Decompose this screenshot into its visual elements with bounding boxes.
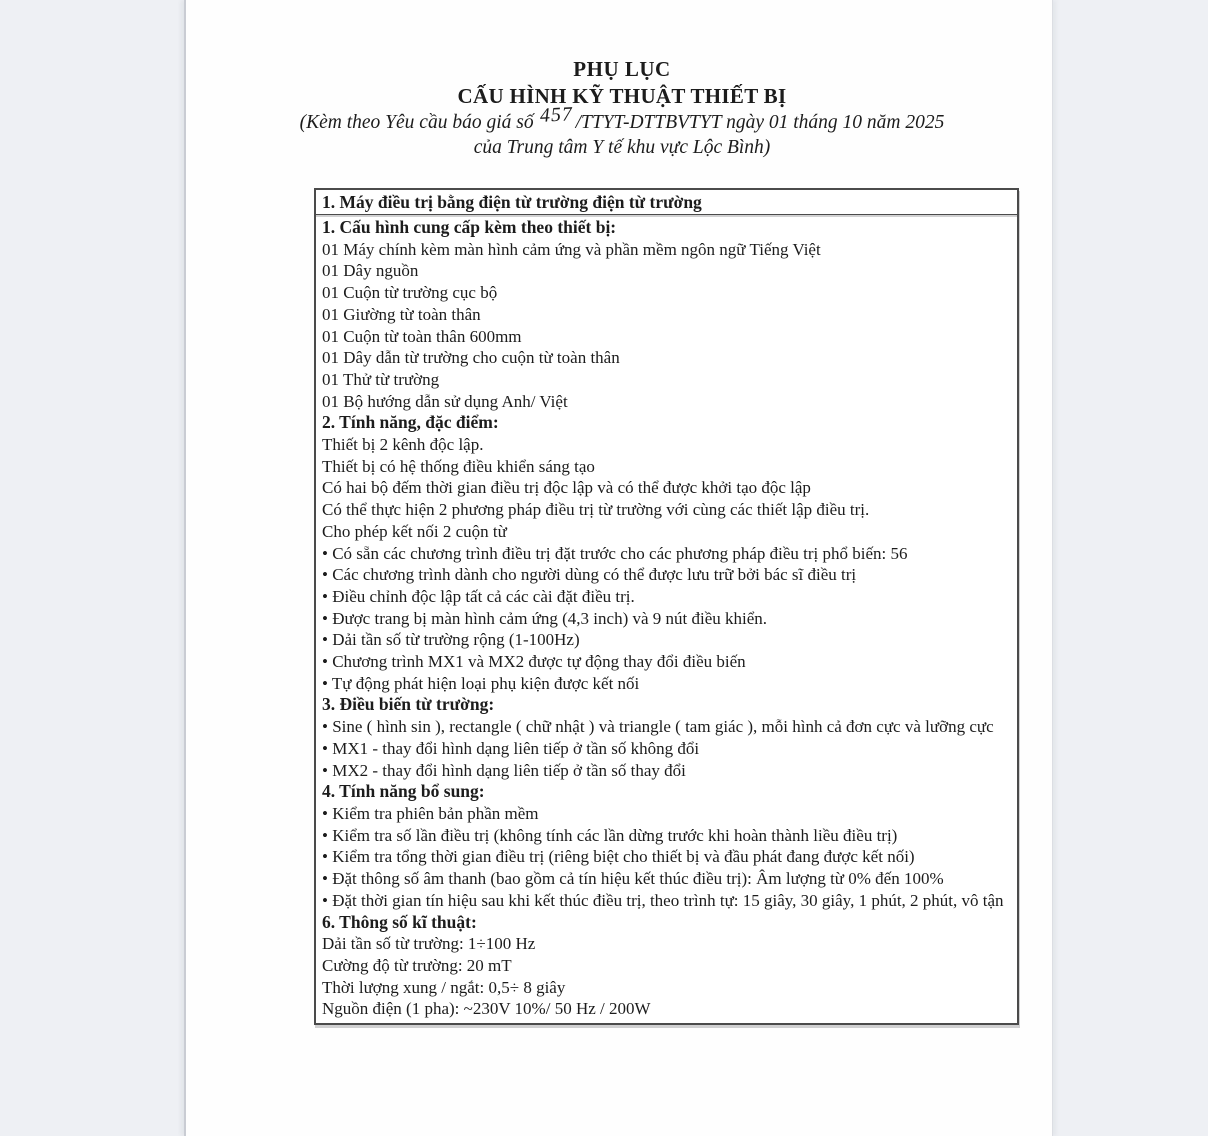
spec-line: 01 Cuộn từ toàn thân 600mm <box>322 326 522 346</box>
spec-line: Dải tần số từ trường: 1÷100 Hz <box>322 934 536 954</box>
section-heading: 6. Thông số kĩ thuật: <box>322 911 477 932</box>
spec-line: • Kiểm tra số lần điều trị (không tính các lần dừng trước khi hoàn thành liều điều trị) <box>322 825 898 845</box>
spec-line: • MX1 - thay đổi hình dạng liên tiếp ở tần số không đổi <box>322 738 700 758</box>
spec-line: 01 Bộ hướng dẫn sử dụng Anh/ Việt <box>322 391 568 411</box>
reference-line-2: của Trung tâm Y tế khu vực Lộc Bình) <box>473 137 771 158</box>
spec-line: Thời lượng xung / ngắt: 0,5÷ 8 giây <box>322 977 566 997</box>
document-header <box>252 56 992 160</box>
section-heading: 3. Điều biến từ trường: <box>322 694 495 715</box>
spec-line: 01 Thử từ trường <box>322 369 440 389</box>
ref-text-post: /TTYT-DTTBVTYT ngày 01 tháng 10 năm 2025 <box>575 112 945 133</box>
spec-line: • Dải tần số từ trường rộng (1-100Hz) <box>322 630 580 650</box>
spec-line: • Sine ( hình sin ), rectangle ( chữ nhật ) và triangle ( tam giác ), mỗi hình cả đơn cực và lưỡng cực <box>322 717 994 737</box>
spec-line: 01 Dây nguồn <box>322 261 419 281</box>
spec-line: Nguồn điện (1 pha): ~230V 10%/ 50 Hz / 200W <box>322 999 651 1019</box>
spec-line: • Tự động phát hiện loại phụ kiện được kết nối <box>322 673 640 693</box>
spec-line: Thiết bị có hệ thống điều khiển sáng tạo <box>322 456 595 476</box>
spec-line: 01 Máy chính kèm màn hình cảm ứng và phần mềm ngôn ngữ Tiếng Việt <box>322 239 821 259</box>
spec-line: • Kiểm tra tổng thời gian điều trị (riêng biệt cho thiết bị và đầu phát đang được kết nối) <box>322 847 915 867</box>
spec-line: Có hai bộ đếm thời gian điều trị độc lập và có thể được khởi tạo độc lập <box>322 478 811 498</box>
spec-table-body <box>316 215 1017 1023</box>
handwritten-doc-number: 457 <box>539 103 574 127</box>
spec-line: • Các chương trình dành cho người dùng có thể được lưu trữ bởi bác sĩ điều trị <box>322 565 857 585</box>
ref-text-pre: (Kèm theo Yêu cầu báo giá số <box>299 112 534 133</box>
spec-line: Thiết bị 2 kênh độc lập. <box>322 435 484 455</box>
spec-line: Cho phép kết nối 2 cuộn từ <box>322 521 507 541</box>
spec-table <box>314 188 1019 1025</box>
spec-line: • Đặt thời gian tín hiệu sau khi kết thúc điều trị, theo trình tự: 15 giây, 30 giây, 1 phút, 2 phút, vô tận <box>322 890 1004 910</box>
section-heading: 2. Tính năng, đặc điểm: <box>322 412 499 433</box>
document-title: CẤU HÌNH KỸ THUẬT THIẾT BỊ <box>457 84 787 108</box>
spec-line: • Được trang bị màn hình cảm ứng (4,3 inch) và 9 nút điều khiển. <box>322 608 768 628</box>
spec-line: 01 Cuộn từ trường cục bộ <box>322 283 498 303</box>
spec-table-header: 1. Máy điều trị bằng điện từ trường điện từ trường <box>316 190 1017 215</box>
section-heading: 1. Cấu hình cung cấp kèm theo thiết bị: <box>322 217 617 237</box>
spec-line: • Chương trình MX1 và MX2 được tự động thay đổi điều biến <box>322 652 746 672</box>
section-heading: 4. Tính năng bổ sung: <box>322 781 485 802</box>
spec-line: 01 Giường từ toàn thân <box>322 304 481 324</box>
reference-line-1 <box>252 103 992 135</box>
spec-line: Cường độ từ trường: 20 mT <box>322 955 512 975</box>
appendix-title: PHỤ LỤC <box>573 57 671 81</box>
spec-line: • Có sẵn các chương trình điều trị đặt trước cho các phương pháp điều trị phổ biến: 56 <box>322 543 908 563</box>
document-page <box>184 0 1053 1136</box>
spec-line: • Đặt thông số âm thanh (bao gồm cả tín hiệu kết thúc điều trị): Âm lượng từ 0% đến 100% <box>322 869 944 889</box>
spec-line: 01 Dây dẫn từ trường cho cuộn từ toàn thân <box>322 348 620 368</box>
spec-line: • Điều chỉnh độc lập tất cả các cài đặt điều trị. <box>322 586 635 606</box>
spec-line: • MX2 - thay đổi hình dạng liên tiếp ở tần số thay đổi <box>322 760 686 780</box>
spec-line: Có thể thực hiện 2 phương pháp điều trị từ trường với cùng các thiết lập điều trị. <box>322 500 870 520</box>
spec-line: • Kiểm tra phiên bản phần mềm <box>322 803 539 823</box>
